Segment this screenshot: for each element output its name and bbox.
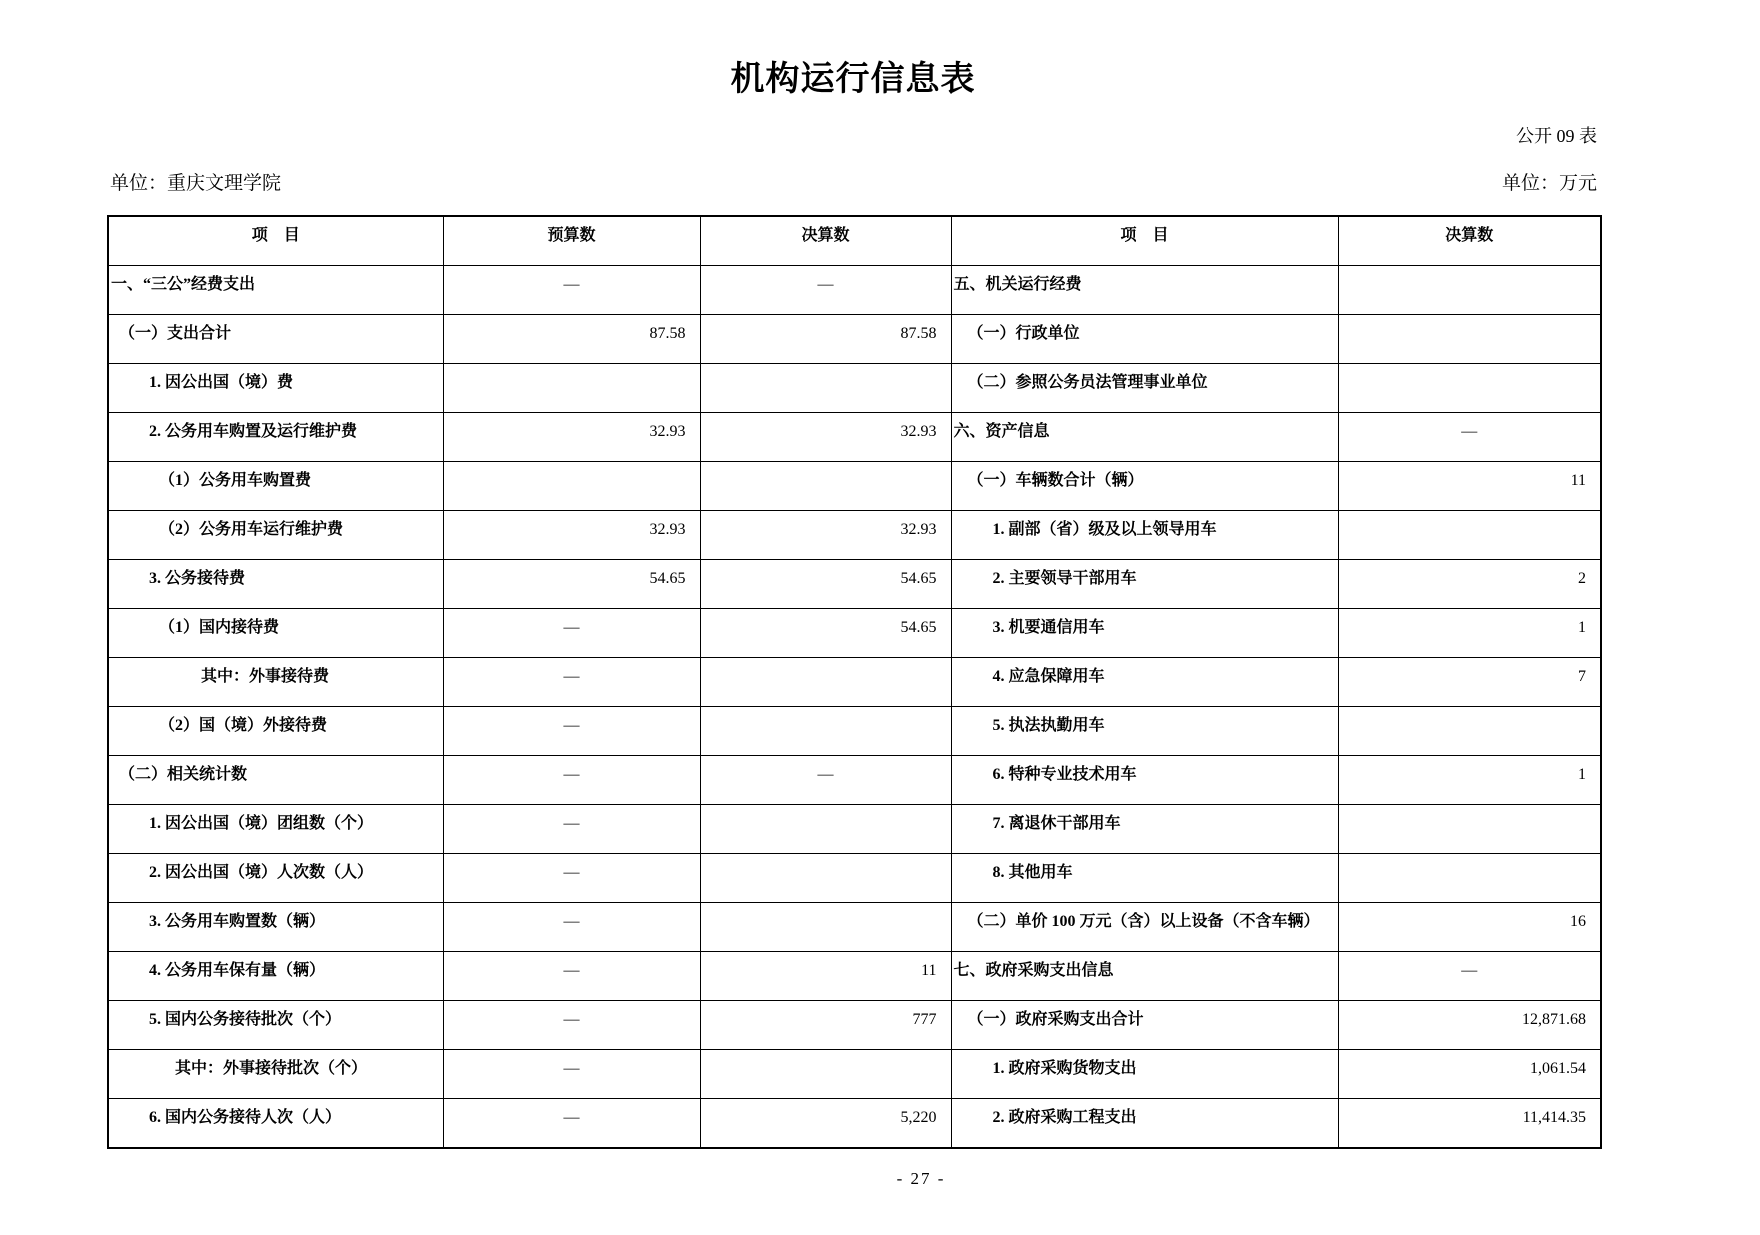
column-header-budget: 预算数 xyxy=(443,216,700,266)
budget-cell: — xyxy=(443,609,700,658)
right-item-cell: 4. 应急保障用车 xyxy=(951,658,1338,707)
header-row xyxy=(108,216,1601,266)
right-final-cell xyxy=(1338,854,1601,903)
column-header-right-final: 决算数 xyxy=(1338,216,1601,266)
right-item-cell: 5. 执法执勤用车 xyxy=(951,707,1338,756)
right-item-cell: 6. 特种专业技术用车 xyxy=(951,756,1338,805)
table-row xyxy=(108,315,1601,364)
right-final-cell xyxy=(1338,266,1601,315)
table-row xyxy=(108,560,1601,609)
left-item-cell: 3. 公务接待费 xyxy=(108,560,443,609)
right-final-cell: — xyxy=(1338,413,1601,462)
final-cell: 32.93 xyxy=(700,413,951,462)
right-item-cell: （一）行政单位 xyxy=(951,315,1338,364)
budget-cell: — xyxy=(443,805,700,854)
budget-cell: 32.93 xyxy=(443,511,700,560)
right-item-cell: 五、机关运行经费 xyxy=(951,266,1338,315)
table-row xyxy=(108,266,1601,315)
right-final-cell: 12,871.68 xyxy=(1338,1001,1601,1050)
right-item-cell: 3. 机要通信用车 xyxy=(951,609,1338,658)
left-item-cell: 2. 公务用车购置及运行维护费 xyxy=(108,413,443,462)
right-item-cell: 1. 政府采购货物支出 xyxy=(951,1050,1338,1099)
table-row xyxy=(108,364,1601,413)
right-final-cell: 11,414.35 xyxy=(1338,1099,1601,1149)
right-item-cell: （二）单价 100 万元（含）以上设备（不含车辆） xyxy=(951,903,1338,952)
final-cell: 87.58 xyxy=(700,315,951,364)
right-final-cell xyxy=(1338,315,1601,364)
table-row xyxy=(108,952,1601,1001)
info-table xyxy=(107,215,1602,1149)
final-cell: 777 xyxy=(700,1001,951,1050)
left-item-cell: 5. 国内公务接待批次（个） xyxy=(108,1001,443,1050)
budget-cell: — xyxy=(443,266,700,315)
budget-cell: — xyxy=(443,1001,700,1050)
organization-unit: 单位：重庆文理学院 xyxy=(110,173,282,194)
final-cell: 54.65 xyxy=(700,609,951,658)
left-item-cell: 其中：外事接待批次（个） xyxy=(108,1050,443,1099)
table-row xyxy=(108,413,1601,462)
right-final-cell: 1 xyxy=(1338,609,1601,658)
final-cell: — xyxy=(700,756,951,805)
final-cell: — xyxy=(700,266,951,315)
table-row xyxy=(108,903,1601,952)
table-row xyxy=(108,609,1601,658)
left-item-cell: （2）国（境）外接待费 xyxy=(108,707,443,756)
table-row xyxy=(108,1050,1601,1099)
left-item-cell: 一、“三公”经费支出 xyxy=(108,266,443,315)
budget-cell: — xyxy=(443,952,700,1001)
right-final-cell: 2 xyxy=(1338,560,1601,609)
right-final-cell: 16 xyxy=(1338,903,1601,952)
final-cell xyxy=(700,462,951,511)
right-item-cell: （一）政府采购支出合计 xyxy=(951,1001,1338,1050)
currency-unit: 单位：万元 xyxy=(1501,173,1597,194)
right-item-cell: 7. 离退休干部用车 xyxy=(951,805,1338,854)
final-cell: 54.65 xyxy=(700,560,951,609)
budget-cell: — xyxy=(443,903,700,952)
final-cell xyxy=(700,707,951,756)
right-item-cell: 1. 副部（省）级及以上领导用车 xyxy=(951,511,1338,560)
final-cell: 5,220 xyxy=(700,1099,951,1149)
budget-cell xyxy=(443,462,700,511)
left-item-cell: （一）支出合计 xyxy=(108,315,443,364)
budget-cell: — xyxy=(443,854,700,903)
table-row xyxy=(108,707,1601,756)
table-row xyxy=(108,1099,1601,1149)
right-item-cell: 七、政府采购支出信息 xyxy=(951,952,1338,1001)
budget-cell: 32.93 xyxy=(443,413,700,462)
budget-cell: — xyxy=(443,658,700,707)
budget-cell: — xyxy=(443,707,700,756)
left-item-cell: 2. 因公出国（境）人次数（人） xyxy=(108,854,443,903)
page-title: 机构运行信息表 xyxy=(730,59,976,99)
right-item-cell: 2. 主要领导干部用车 xyxy=(951,560,1338,609)
left-item-cell: （1）国内接待费 xyxy=(108,609,443,658)
left-item-cell: （1）公务用车购置费 xyxy=(108,462,443,511)
right-item-cell: （二）参照公务员法管理事业单位 xyxy=(951,364,1338,413)
final-cell: 11 xyxy=(700,952,951,1001)
right-final-cell xyxy=(1338,511,1601,560)
right-final-cell: — xyxy=(1338,952,1601,1001)
left-item-cell: （2）公务用车运行维护费 xyxy=(108,511,443,560)
column-header-left-item: 项 目 xyxy=(108,216,443,266)
left-item-cell: 4. 公务用车保有量（辆） xyxy=(108,952,443,1001)
right-final-cell: 7 xyxy=(1338,658,1601,707)
left-item-cell: 6. 国内公务接待人次（人） xyxy=(108,1099,443,1149)
column-header-final: 决算数 xyxy=(700,216,951,266)
right-final-cell xyxy=(1338,805,1601,854)
right-final-cell xyxy=(1338,707,1601,756)
budget-cell: 87.58 xyxy=(443,315,700,364)
final-cell xyxy=(700,854,951,903)
budget-cell: 54.65 xyxy=(443,560,700,609)
budget-cell: — xyxy=(443,1099,700,1149)
right-final-cell xyxy=(1338,364,1601,413)
right-item-cell: （一）车辆数合计（辆） xyxy=(951,462,1338,511)
right-item-cell: 2. 政府采购工程支出 xyxy=(951,1099,1338,1149)
budget-cell: — xyxy=(443,756,700,805)
page-number: - 27 - xyxy=(896,1169,946,1188)
final-cell xyxy=(700,658,951,707)
table-row xyxy=(108,1001,1601,1050)
final-cell xyxy=(700,805,951,854)
budget-cell: — xyxy=(443,1050,700,1099)
final-cell: 32.93 xyxy=(700,511,951,560)
table-row xyxy=(108,511,1601,560)
right-item-cell: 8. 其他用车 xyxy=(951,854,1338,903)
final-cell xyxy=(700,903,951,952)
left-item-cell: 其中：外事接待费 xyxy=(108,658,443,707)
left-item-cell: 1. 因公出国（境）团组数（个） xyxy=(108,805,443,854)
left-item-cell: 1. 因公出国（境）费 xyxy=(108,364,443,413)
table-row xyxy=(108,805,1601,854)
table-row xyxy=(108,756,1601,805)
right-final-cell: 1 xyxy=(1338,756,1601,805)
left-item-cell: （二）相关统计数 xyxy=(108,756,443,805)
table-row xyxy=(108,854,1601,903)
right-final-cell: 1,061.54 xyxy=(1338,1050,1601,1099)
left-item-cell: 3. 公务用车购置数（辆） xyxy=(108,903,443,952)
table-row xyxy=(108,462,1601,511)
budget-cell xyxy=(443,364,700,413)
column-header-right-item: 项 目 xyxy=(951,216,1338,266)
final-cell xyxy=(700,364,951,413)
final-cell xyxy=(700,1050,951,1099)
table-row xyxy=(108,658,1601,707)
form-number: 公开 09 表 xyxy=(1516,126,1597,146)
right-final-cell: 11 xyxy=(1338,462,1601,511)
right-item-cell: 六、资产信息 xyxy=(951,413,1338,462)
